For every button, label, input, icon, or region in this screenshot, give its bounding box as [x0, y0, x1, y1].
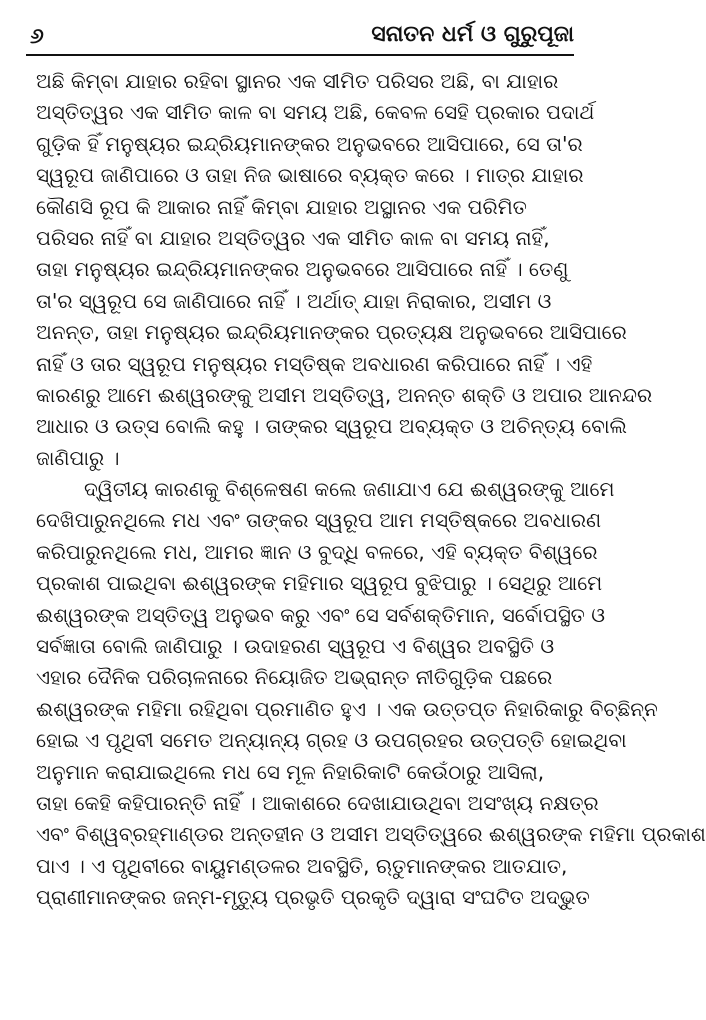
- body-text: [36, 66, 706, 1012]
- page-number: ୬: [30, 24, 44, 49]
- text-line: ଏବଂ ବିଶ୍ୱବ୍ରହ୍ମାଣ୍ଡର ଅନ୍ତହୀନ ଓ ଅସୀମ ଅସ୍ତିତ୍ୱରେ ଈଶ୍ୱରଙ୍କ ମହିମା ପ୍ରକାଶ: [36, 822, 706, 847]
- text-line: ଜାଣିପାରୁ ।: [36, 445, 120, 470]
- text-line: କାରଣରୁ ଆମେ ଈଶ୍ୱରଙ୍କୁ ଅସୀମ ଅସ୍ତିତ୍ୱ, ଅନନ୍ତ ଶକ୍ତି ଓ ଅପାର ଆନନ୍ଦର: [36, 382, 653, 407]
- text-line: ପ୍ରାଣୀମାନଙ୍କର ଜନ୍ମ-ମୃତ୍ୟୁ ପ୍ରଭୃତି ପ୍ରକୃତି ଦ୍ୱାରା ସଂଘଟିତ ଅଦ୍ଭୁତ: [36, 885, 590, 910]
- running-title: ସନାତନ ଧର୍ମ ଓ ଗୁରୁପୂଜା: [371, 22, 574, 47]
- page-header: [26, 18, 574, 56]
- text-line: ଦ୍ୱିତୀୟ କାରଣକୁ ବିଶ୍ଳେଷଣ କଲେ ଜଣାଯାଏ ଯେ ଈଶ୍ୱରଙ୍କୁ ଆମେ: [84, 477, 615, 502]
- text-line: ଦେଖିପାରୁନଥିଲେ ମଧ ଏବଂ ତାଙ୍କର ସ୍ୱରୂପ ଆମ ମସ୍ତିଷ୍କରେ ଅବଧାରଣ: [36, 508, 602, 533]
- text-line: ନାହିଁ ଓ ତାର ସ୍ୱରୂପ ମନୁଷ୍ୟର ମସ୍ତିଷ୍କ ଅବଧାରଣ କରିପାରେ ନାହିଁ । ଏହି: [36, 351, 593, 376]
- text-line: ତା'ର ସ୍ୱରୂପ ସେ ଜାଣିପାରେ ନାହିଁ । ଅର୍ଥାତ୍ ଯାହା ନିରାକାର, ଅସୀମ ଓ: [36, 288, 552, 313]
- text-line: ଗୁଡ଼ିକ ହିଁ ମନୁଷ୍ୟର ଇନ୍ଦ୍ରିୟମାନଙ୍କର ଅନୁଭବରେ ଆସିପାରେ, ସେ ତା'ର: [36, 131, 583, 156]
- text-line: ସର୍ବଜ୍ଞାତା ବୋଲି ଜାଣିପାରୁ । ଉଦାହରଣ ସ୍ୱରୂପ ଏ ବିଶ୍ୱର ଅବସ୍ଥିତି ଓ: [36, 634, 555, 659]
- text-line: ଅନନ୍ତ, ତାହା ମନୁଷ୍ୟର ଇନ୍ଦ୍ରିୟମାନଙ୍କର ପ୍ରତ୍ୟକ୍ଷ ଅନୁଭବରେ ଆସିପାରେ: [36, 320, 627, 345]
- text-line: ଆଧାର ଓ ଉତ୍ସ ବୋଲି କହୁ । ତାଙ୍କର ସ୍ୱରୂପ ଅବ୍ୟକ୍ତ ଓ ଅଚିନ୍ତ୍ୟ ବୋଲି: [36, 414, 627, 439]
- text-line: ଅନୁମାନ କରାଯାଇଥିଲେ ମଧ ସେ ମୂଳ ନିହାରିକାଟି କେଉଁଠାରୁ ଆସିଲା,: [36, 759, 545, 784]
- paragraph-2: [36, 474, 706, 913]
- text-line: ଏହାର ଦୈନିକ ପରିଚାଳନାରେ ନିୟୋଜିତ ଅଭ୍ରାନ୍ତ ନୀତିଗୁଡ଼ିକ ପଛରେ: [36, 665, 553, 690]
- text-line: କରିପାରୁନଥିଲେ ମଧ, ଆମର ଜ୍ଞାନ ଓ ବୁଦ୍ଧି ବଳରେ, ଏହି ବ୍ୟକ୍ତ ବିଶ୍ୱରେ: [36, 539, 598, 564]
- text-line: ଈଶ୍ୱରଙ୍କ ଅସ୍ତିତ୍ୱ ଅନୁଭବ କରୁ ଏବଂ ସେ ସର୍ବଶକ୍ତିମାନ, ସର୍ବୋପସ୍ଥିତ ଓ: [36, 602, 606, 627]
- text-line: ତାହା ମନୁଷ୍ୟର ଇନ୍ଦ୍ରିୟମାନଙ୍କର ଅନୁଭବରେ ଆସିପାରେ ନାହିଁ । ତେଣୁ: [36, 257, 569, 282]
- text-line: ଅସ୍ତିତ୍ୱର ଏକ ସୀମିତ କାଳ ବା ସମୟ ଅଛି, କେବଳ ସେହି ପ୍ରକାର ପଦାର୍ଥ: [36, 100, 595, 125]
- text-line: କୌଣସି ରୂପ କି ଆକାର ନାହିଁ କିମ୍ବା ଯାହାର ଅସ୍ଥାନର ଏକ ପରିମିତ: [36, 194, 527, 219]
- text-line: ପ୍ରକାଶ ପାଇଥିବା ଈଶ୍ୱରଙ୍କ ମହିମାର ସ୍ୱରୂପ ବୁଝିପାରୁ । ସେଥିରୁ ଆମେ: [36, 571, 603, 596]
- text-line: ଅଛି କିମ୍ବା ଯାହାର ରହିବା ସ୍ଥାନର ଏକ ସୀମିତ ପରିସର ଅଛି, ବା ଯାହାର: [36, 69, 559, 93]
- text-line: ପରିସର ନାହିଁ ବା ଯାହାର ଅସ୍ତିତ୍ୱର ଏକ ସୀମିତ କାଳ ବା ସମୟ ନାହିଁ,: [36, 225, 550, 250]
- text-line: ତାହା କେହି କହିପାରନ୍ତି ନାହିଁ । ଆକାଶରେ ଦେଖାଯାଉଥିବା ଅସଂଖ୍ୟ ନକ୍ଷତ୍ର: [36, 790, 599, 815]
- text-line: ପାଏ । ଏ ପୃଥିବୀରେ ବାୟୁମଣ୍ଡଳର ଅବସ୍ଥିତି, ଋତୁମାନଙ୍କର ଆତଯାତ,: [36, 853, 568, 878]
- text-line: ସ୍ୱରୂପ ଜାଣିପାରେ ଓ ତାହା ନିଜ ଭାଷାରେ ବ୍ୟକ୍ତ କରେ । ମାତ୍ର ଯାହାର: [36, 163, 584, 188]
- paragraph-1: [36, 66, 653, 474]
- text-line: ଈଶ୍ୱରଙ୍କ ମହିମା ରହିଥିବା ପ୍ରମାଣିତ ହୁଏ । ଏକ ଉତ୍ତପ୍ତ ନିହାରିକାରୁ ବିଚ୍ଛିନ୍ନ: [36, 696, 658, 721]
- text-line: ହୋଇ ଏ ପୃଥିବୀ ସମେତ ଅନ୍ୟାନ୍ୟ ଗ୍ରହ ଓ ଉପଗ୍ରହର ଉତ୍ପତ୍ତି ହୋଇଥିବା: [36, 728, 627, 753]
- paragraph-container: [36, 66, 706, 914]
